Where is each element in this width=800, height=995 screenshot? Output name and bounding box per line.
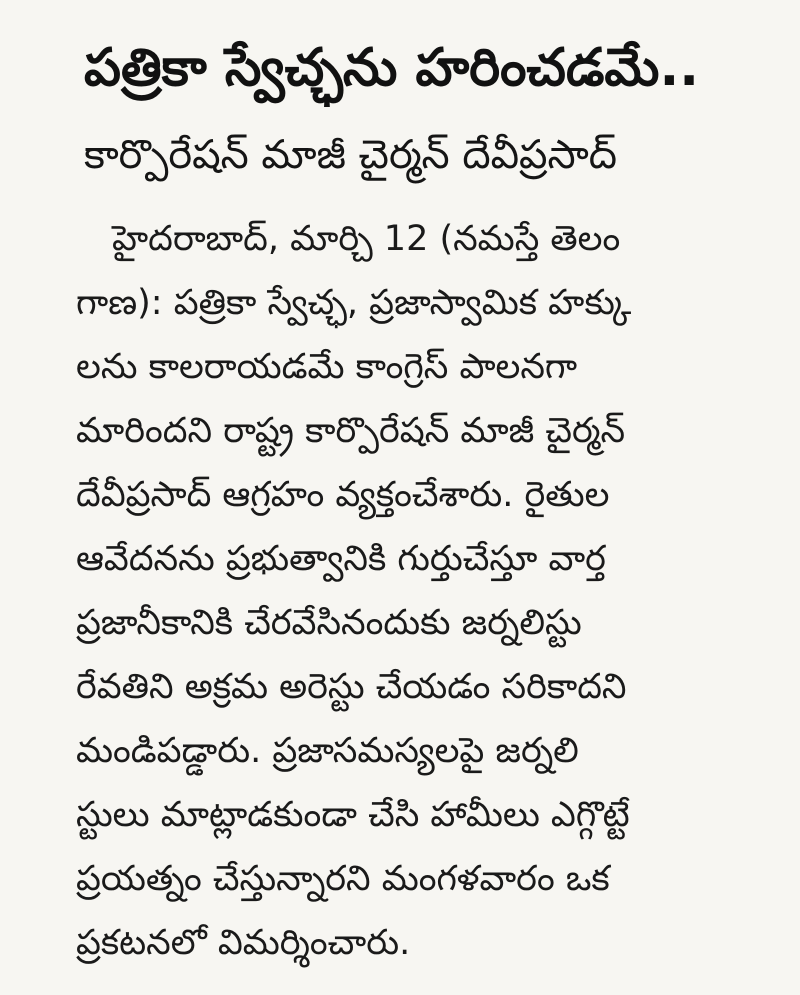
article-body-line: దేవీప్రసాద్ ఆగ్రహం వ్యక్తంచేశారు. రైతుల bbox=[76, 475, 610, 515]
article-body-line: రేవతిని అక్రమ అరెస్టు చేయడం సరికాదని bbox=[76, 667, 627, 707]
article-body-line: మండిపడ్డారు. ప్రజాసమస్యలపై జర్నలి bbox=[76, 731, 579, 771]
article-body-line: ప్రజానీకానికి చేరవేసినందుకు జర్నలిస్టు bbox=[76, 603, 582, 643]
article-body-line: ఆవేదనను ప్రభుత్వానికి గుర్తుచేస్తూ వార్త bbox=[76, 539, 606, 579]
article-body-line: హైదరాబాద్, మార్చి 12 (నమస్తే తెలం bbox=[112, 219, 621, 259]
article-subheadline: కార్పొరేషన్ మాజీ చైర్మన్ దేవీప్రసాద్ bbox=[84, 132, 617, 178]
article-body-line: మారిందని రాష్ట్ర కార్పొరేషన్ మాజీ చైర్మన్ bbox=[76, 411, 626, 451]
article-body-line: స్టులు మాట్లాడకుండా చేసి హామీలు ఎగ్గొట్టే bbox=[76, 795, 630, 835]
article-headline: పత్రికా స్వేచ్ఛను హరించడమే.. bbox=[84, 38, 699, 98]
article-body-line: గాణ): పత్రికా స్వేచ్ఛ, ప్రజాస్వామిక హక్కు bbox=[76, 283, 632, 323]
article-body-line: ప్రయత్నం చేస్తున్నారని మంగళవారం ఒక bbox=[76, 859, 610, 899]
article-body-line: ప్రకటనలో విమర్శించారు. bbox=[76, 923, 411, 963]
article-body-line: లను కాలరాయడమే కాంగ్రెస్ పాలనగా bbox=[76, 347, 578, 387]
